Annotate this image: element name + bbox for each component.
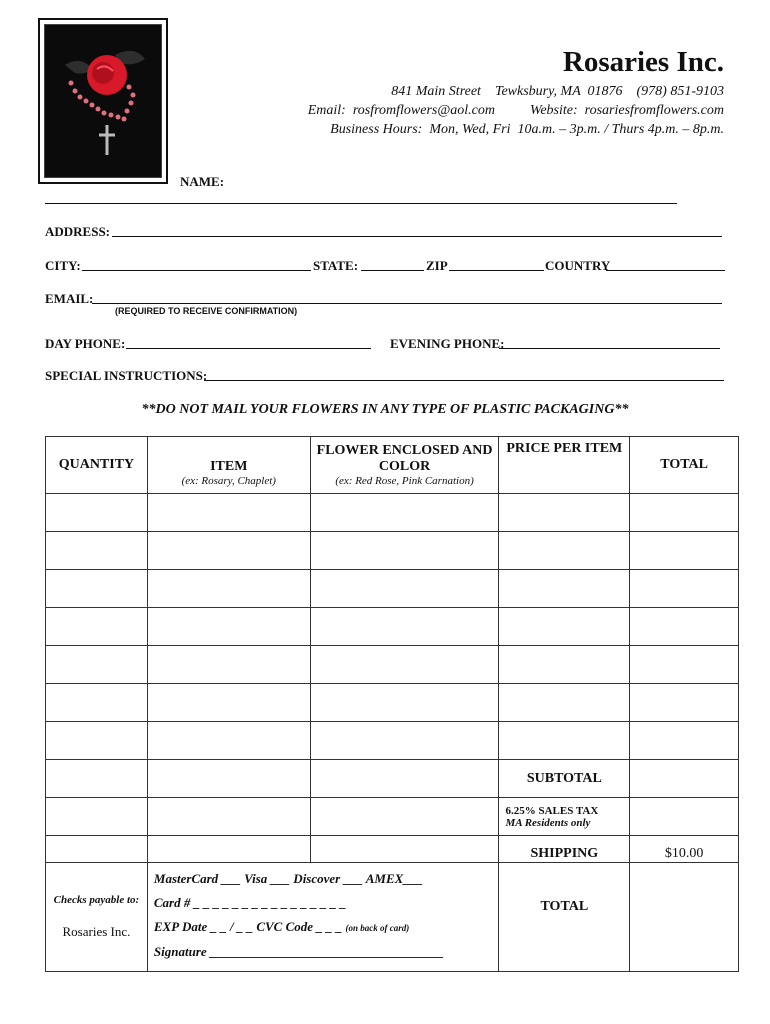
- item-example: (ex: Rosary, Chaplet): [181, 475, 276, 487]
- flower-cell[interactable]: [310, 722, 499, 760]
- quantity-cell[interactable]: [46, 684, 148, 722]
- price-cell[interactable]: [499, 684, 630, 722]
- quantity-cell[interactable]: [46, 608, 148, 646]
- item-cell[interactable]: [147, 646, 310, 684]
- address-field[interactable]: [112, 236, 722, 237]
- quantity-cell[interactable]: [46, 646, 148, 684]
- quantity-header: QUANTITY: [46, 437, 148, 494]
- flower-cell[interactable]: [310, 570, 499, 608]
- price-cell[interactable]: [499, 646, 630, 684]
- country-label: COUNTRY: [545, 258, 611, 273]
- item-cell[interactable]: [147, 836, 310, 863]
- table-row: [46, 684, 739, 722]
- table-row: [46, 722, 739, 760]
- item-cell[interactable]: [147, 684, 310, 722]
- shipping-row: [46, 836, 739, 863]
- order-table: [45, 436, 739, 972]
- flower-header: FLOWER ENCLOSED AND COLOR (ex: Red Rose, Pink Carnation): [310, 437, 499, 494]
- price-cell[interactable]: [499, 532, 630, 570]
- special-instructions-field[interactable]: [204, 380, 724, 381]
- subtotal-label: SUBTOTAL: [499, 760, 630, 798]
- company-name: Rosaries Inc.: [562, 46, 724, 78]
- flower-example: (ex: Red Rose, Pink Carnation): [335, 475, 474, 487]
- flower-cell[interactable]: [310, 646, 499, 684]
- total-cell[interactable]: [630, 722, 739, 760]
- sales-tax-label: 6.25% SALES TAX MA Residents only: [499, 798, 630, 836]
- zip-field[interactable]: [449, 270, 544, 271]
- table-row: [46, 646, 739, 684]
- item-cell[interactable]: [147, 494, 310, 532]
- item-cell[interactable]: [147, 798, 310, 836]
- evening-phone-field[interactable]: [499, 348, 720, 349]
- item-cell[interactable]: [147, 608, 310, 646]
- total-cell[interactable]: [630, 608, 739, 646]
- total-cell[interactable]: [630, 570, 739, 608]
- quantity-cell[interactable]: [46, 532, 148, 570]
- sales-tax-value[interactable]: [630, 798, 739, 836]
- signature-line[interactable]: Signature ____________________________________: [153, 944, 444, 959]
- shipping-label: SHIPPING: [499, 836, 630, 863]
- item-header: ITEM (ex: Rosary, Chaplet): [147, 437, 310, 494]
- card-number[interactable]: Card # _ _ _ _ _ _ _ _ _ _ _ _ _ _ _ _: [153, 895, 347, 910]
- checks-payable-label: Checks payable to:: [53, 894, 140, 906]
- packaging-warning: **DO NOT MAIL YOUR FLOWERS IN ANY TYPE OF PLASTIC PACKAGING**: [141, 402, 629, 417]
- table-row: [46, 532, 739, 570]
- quantity-cell[interactable]: [46, 798, 148, 836]
- payment-row: [46, 863, 739, 972]
- payee-name: Rosaries Inc.: [62, 924, 131, 939]
- company-contact: Email: rosfromflowers@aol.com Website: rosariesfromflowers.com: [307, 103, 724, 118]
- tax-row: [46, 798, 739, 836]
- day-phone-field[interactable]: [126, 348, 371, 349]
- flower-cell[interactable]: [310, 684, 499, 722]
- company-logo: [38, 18, 168, 184]
- name-field[interactable]: [45, 203, 677, 204]
- flower-cell[interactable]: [310, 836, 499, 863]
- quantity-cell[interactable]: [46, 760, 148, 798]
- country-field[interactable]: [606, 270, 725, 271]
- zip-label: ZIP: [426, 258, 448, 273]
- quantity-cell[interactable]: [46, 494, 148, 532]
- state-label: STATE:: [313, 258, 359, 273]
- city-field[interactable]: [82, 270, 311, 271]
- table-row: [46, 608, 739, 646]
- company-address: 841 Main Street Tewksbury, MA 01876 (978) 851-9103: [391, 84, 724, 99]
- city-label: CITY:: [45, 258, 81, 273]
- shipping-value: $10.00: [630, 836, 739, 863]
- table-row: [46, 494, 739, 532]
- rose-rosary-image: [45, 25, 161, 177]
- subtotal-row: [46, 760, 739, 798]
- quantity-cell[interactable]: [46, 722, 148, 760]
- table-header-row: [46, 437, 739, 494]
- state-field[interactable]: [361, 270, 424, 271]
- price-cell[interactable]: [499, 608, 630, 646]
- grand-total-label: TOTAL: [499, 863, 630, 972]
- flower-cell[interactable]: [310, 798, 499, 836]
- flower-cell[interactable]: [310, 532, 499, 570]
- evening-phone-label: EVENING PHONE:: [390, 336, 505, 351]
- price-cell[interactable]: [499, 494, 630, 532]
- price-cell[interactable]: [499, 722, 630, 760]
- quantity-cell[interactable]: [46, 836, 148, 863]
- special-instructions-label: SPECIAL INSTRUCTIONS:: [45, 368, 208, 383]
- subtotal-value[interactable]: [630, 760, 739, 798]
- flower-cell[interactable]: [310, 494, 499, 532]
- cvc-note: (on back of card): [345, 923, 410, 933]
- quantity-cell[interactable]: [46, 570, 148, 608]
- flower-cell[interactable]: [310, 608, 499, 646]
- item-cell[interactable]: [147, 532, 310, 570]
- total-cell[interactable]: [630, 646, 739, 684]
- exp-cvc[interactable]: EXP Date _ _ / _ _ CVC Code _ _ _: [153, 919, 343, 934]
- grand-total-value[interactable]: [630, 863, 739, 972]
- item-cell[interactable]: [147, 722, 310, 760]
- checks-payable-cell: [46, 863, 148, 972]
- item-cell[interactable]: [147, 760, 310, 798]
- email-note: (REQUIRED TO RECEIVE CONFIRMATION): [115, 306, 298, 316]
- email-field[interactable]: [92, 303, 722, 304]
- total-cell[interactable]: [630, 494, 739, 532]
- name-label: NAME:: [180, 174, 225, 189]
- address-label: ADDRESS:: [45, 224, 111, 239]
- card-types[interactable]: MasterCard ___ Visa ___ Discover ___ AMEX___: [153, 871, 423, 886]
- credit-card-cell: [147, 863, 499, 972]
- total-cell[interactable]: [630, 532, 739, 570]
- table-row: [46, 570, 739, 608]
- total-header: TOTAL: [630, 437, 739, 494]
- exp-cvc-row: [154, 915, 493, 940]
- total-cell[interactable]: [630, 684, 739, 722]
- flower-cell[interactable]: [310, 760, 499, 798]
- day-phone-label: DAY PHONE:: [45, 336, 126, 351]
- price-header: PRICE PER ITEM: [499, 437, 630, 494]
- price-cell[interactable]: [499, 570, 630, 608]
- business-hours: Business Hours: Mon, Wed, Fri 10a.m. – 3p.m. / Thurs 4p.m. – 8p.m.: [330, 122, 724, 137]
- item-cell[interactable]: [147, 570, 310, 608]
- email-label: EMAIL:: [45, 291, 94, 306]
